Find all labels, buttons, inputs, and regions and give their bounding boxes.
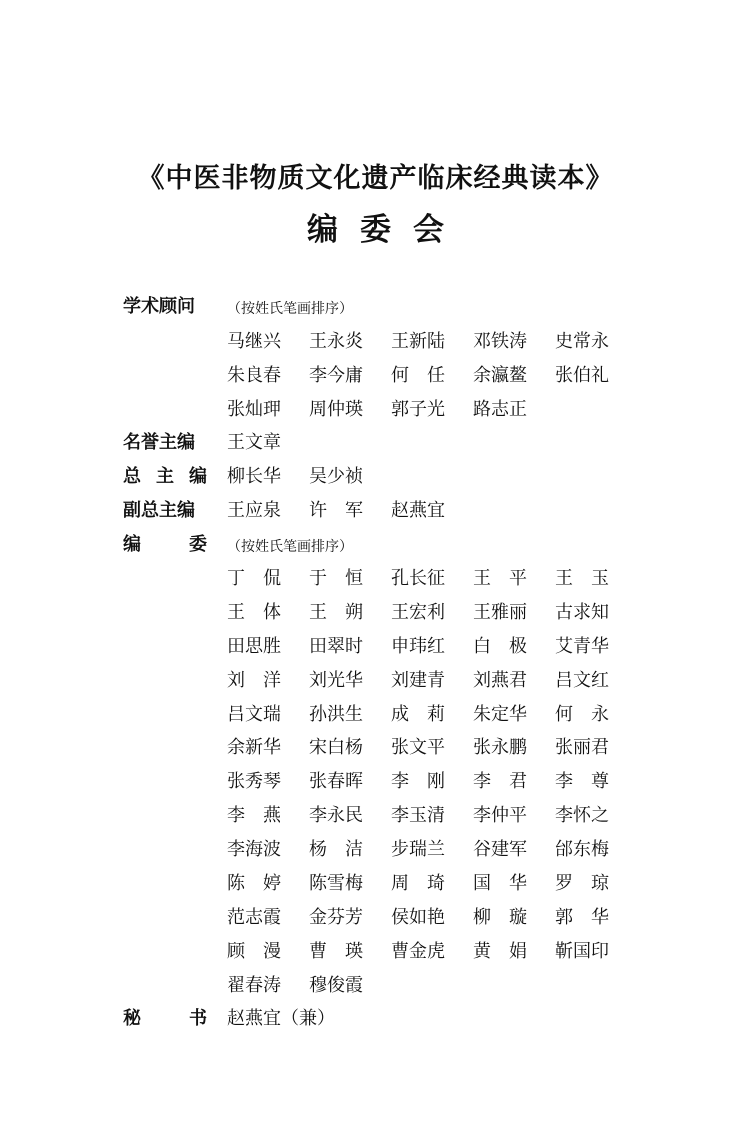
member-name: 曹金虎 [391,940,445,962]
member-name: 王文章 [227,432,281,453]
editor-in-chief-label: 总 主 编 [123,466,207,487]
member-name: 李海波 [227,839,281,861]
member-name: 张文平 [391,737,445,759]
member-name: 何 永 [555,703,609,725]
member-name: 穆俊霞 [309,974,363,996]
member-name: 田翠时 [309,635,363,657]
member-name: 于 恒 [309,568,363,589]
member-name: 靳国印 [555,940,609,962]
member-name: 王 朔 [309,601,363,623]
member-name: 张秀琴 [227,771,281,793]
committee-title: 编委会 [307,212,466,248]
member-name: 刘建青 [391,669,445,691]
member-name: 刘 洋 [227,669,281,691]
member-name: 顾 漫 [227,940,281,962]
member-name: 刘燕君 [473,669,527,691]
book-title: 《中医非物质文化遗产临床经典读本》 [137,163,614,194]
member-name: 王雅丽 [473,601,527,623]
member-name: 黄 娟 [473,940,527,962]
member-name: 柳 璇 [473,906,527,928]
member-name: 刘光华 [309,669,363,691]
member-name: 朱良春 [227,364,281,386]
member-name: 王宏利 [391,601,445,623]
member-name: 丁 侃 [227,568,281,589]
member-name: 邰东梅 [555,839,609,861]
member-name: 侯如艳 [391,906,445,928]
member-name: 孔长征 [391,568,445,589]
member-name: 李仲平 [473,805,527,827]
deputy-editors-label: 副总主编 [123,500,195,521]
member-name: 李怀之 [555,805,609,827]
academic-advisors-list [227,330,627,432]
member-name: 周仲瑛 [309,398,363,420]
member-name: 李 君 [473,771,527,793]
member-name: 谷建军 [473,839,527,861]
member-name: 李 燕 [227,805,281,827]
member-name: 马继兴 [227,331,281,352]
member-name: 李 刚 [391,771,445,793]
member-name: 李永民 [309,805,363,827]
member-name: 成 莉 [391,703,445,725]
member-name: 王应泉 [227,500,281,521]
member-name: 金芬芳 [309,906,363,928]
member-name: 柳长华 [227,466,281,487]
member-name: 国 华 [473,873,527,895]
member-name: 余新华 [227,737,281,759]
member-name: 李 尊 [555,771,609,793]
member-name: 田思胜 [227,635,281,657]
member-name: 何 任 [391,364,445,386]
member-name: 孙洪生 [309,703,363,725]
member-name: 张永鹏 [473,737,527,759]
secretary-list [227,1007,335,1031]
member-name: 许 军 [309,500,363,521]
editorial-board-label: 编 委 [123,534,207,555]
member-name: 艾青华 [555,635,609,657]
member-name: 朱定华 [473,703,527,725]
member-name: 王 体 [227,601,281,623]
member-name: 杨 洁 [309,839,363,861]
member-name: 王 玉 [555,568,609,589]
member-name: 罗 琼 [555,873,609,895]
member-name: 张丽君 [555,737,609,759]
member-name: 李玉清 [391,805,445,827]
member-name: 张灿玾 [227,398,281,420]
member-name: 古求知 [555,601,609,623]
member-name: 邓铁涛 [473,331,527,352]
editorial-board-sort-note: （按姓氏笔画排序） [227,539,353,555]
member-name: 范志霞 [227,906,281,928]
member-name: 张春晖 [309,771,363,793]
member-name: 赵燕宜 [391,500,445,521]
member-name: 王永炎 [309,331,363,352]
member-name: 路志正 [473,398,527,420]
member-name: 张伯礼 [555,364,609,386]
member-name: 王新陆 [391,331,445,352]
member-name: 余瀛鳌 [473,364,527,386]
member-name: 曹 瑛 [309,940,363,962]
deputy-editors-list [227,499,473,523]
member-name: 周 琦 [391,873,445,895]
secretary-label: 秘 书 [123,1008,207,1029]
member-name: 申玮红 [391,635,445,657]
member-name: 陈雪梅 [309,873,363,895]
member-name: 王 平 [473,568,527,589]
editor-in-chief-list [227,465,391,489]
member-name: 陈 婷 [227,873,281,895]
member-name: 郭子光 [391,398,445,420]
member-name: 步瑞兰 [391,839,445,861]
academic-advisors-label: 学术顾问 [123,296,195,317]
honorary-editor-list [227,431,309,455]
editorial-board-list [227,567,627,1008]
member-name: 史常永 [555,331,609,352]
academic-advisors-sort-note: （按姓氏笔画排序） [227,301,353,317]
member-name: 吕文瑞 [227,703,281,725]
member-name: 翟春涛 [227,974,281,996]
member-name: 郭 华 [555,906,609,928]
honorary-editor-label: 名誉主编 [123,432,195,453]
member-name: 白 极 [473,635,527,657]
member-name: 宋白杨 [309,737,363,759]
member-name: 赵燕宜（兼） [227,1008,335,1029]
member-name: 李今庸 [309,364,363,386]
member-name: 吕文红 [555,669,609,691]
member-name: 吴少祯 [309,466,363,487]
